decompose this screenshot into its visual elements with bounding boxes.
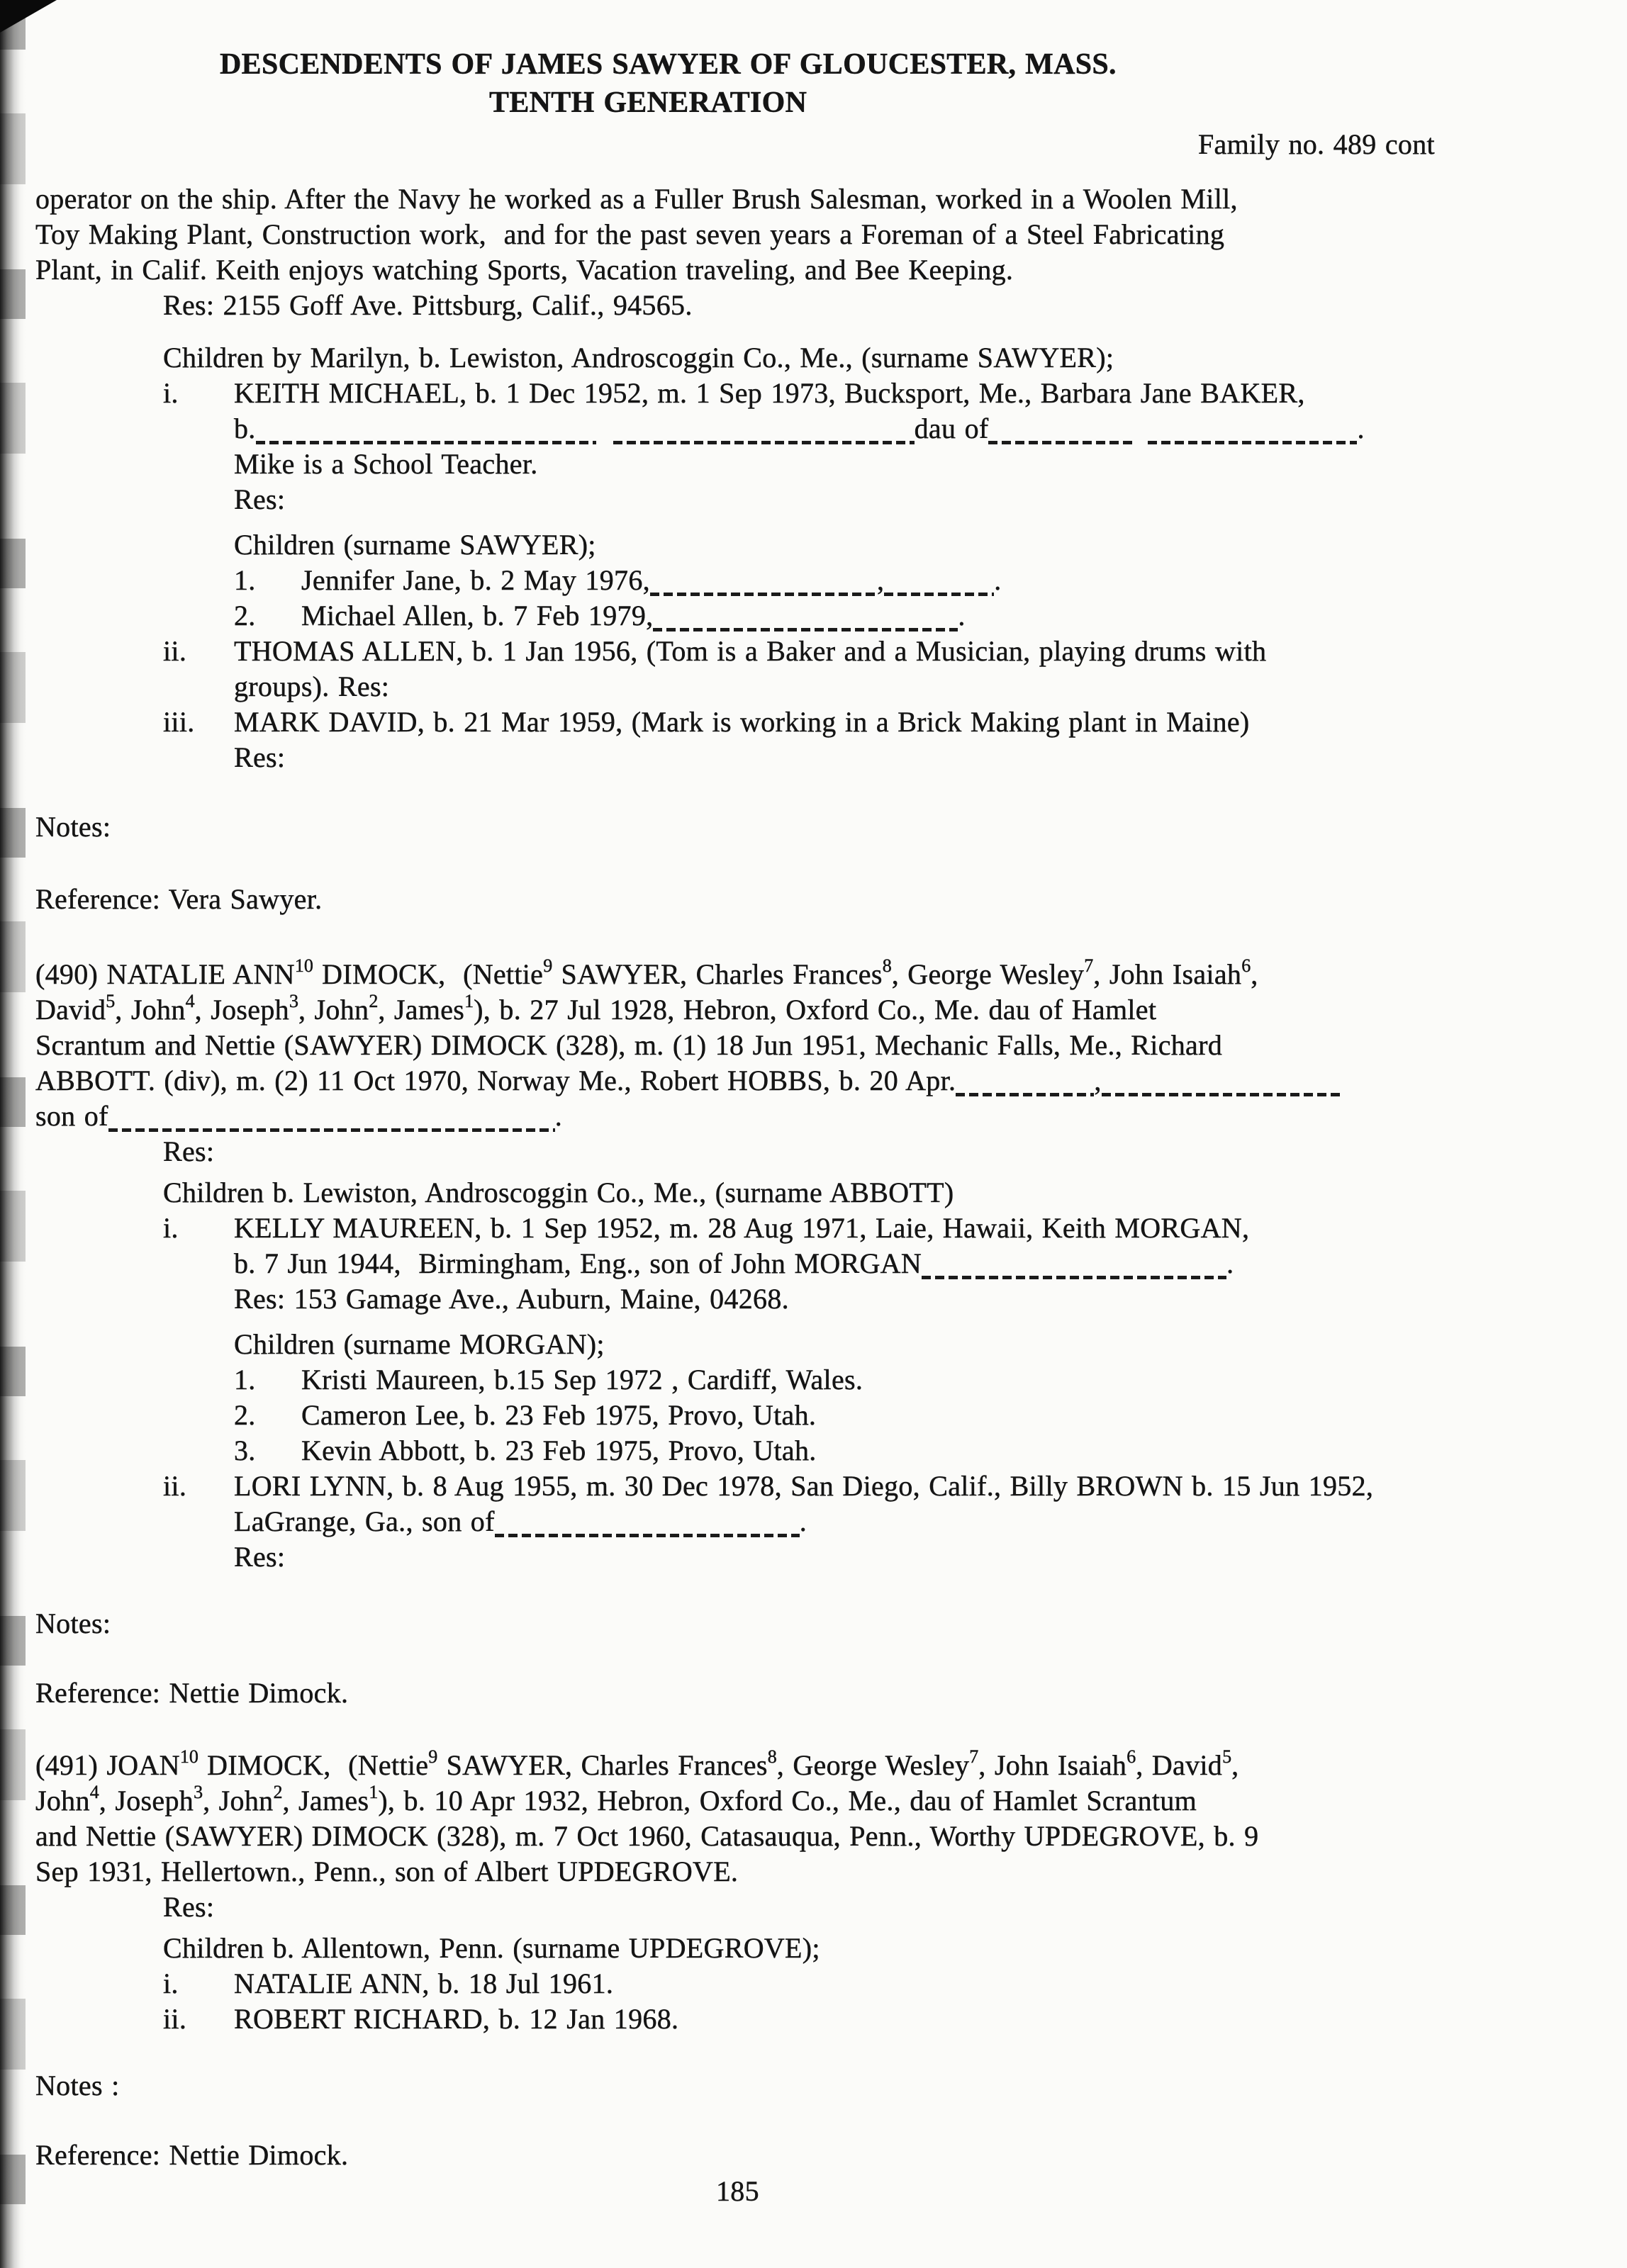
- family-490-line: (490) NATALIE ANN$^{10}$ DIMOCK, (Nettie$^9$ SAWYER, Charles Frances$^8$, George Wesley$^7$, John Isaiah$^6$,: [35, 955, 1258, 990]
- entry-text: Kristi Maureen, b.15 Sep 1972 , Cardiff, Wales.: [301, 1364, 863, 1396]
- residence-line: Res:: [163, 1135, 215, 1167]
- entry-marker: i.: [163, 1967, 179, 1999]
- entry-marker: i.: [163, 377, 179, 409]
- fill-in-blank: [108, 1122, 555, 1132]
- grandchildren-heading: Children (surname SAWYER);: [234, 529, 596, 561]
- reference-line: Reference: Vera Sawyer.: [35, 883, 323, 915]
- generation-superscript: 3: [289, 991, 298, 1011]
- entry-text: LORI LYNN, b. 8 Aug 1955, m. 30 Dec 1978, San Diego, Calif., Billy BROWN b. 15 Jun 1952,: [234, 1470, 1374, 1502]
- fill-in-blank: [1102, 1087, 1343, 1096]
- fill-in-blank: [1148, 434, 1357, 444]
- fill-in-blank: [884, 586, 994, 596]
- generation-superscript: 6: [1241, 955, 1251, 976]
- scan-corner-artifact: [0, 0, 57, 33]
- residence-line: Res:: [234, 1541, 286, 1573]
- entry-marker: 2.: [234, 1399, 256, 1431]
- generation-superscript: 4: [89, 1782, 99, 1802]
- generation-superscript: 6: [1126, 1746, 1136, 1767]
- family-491-line: John$^4$, Joseph$^3$, John$^2$, James$^1$), b. 10 Apr 1932, Hebron, Oxford Co., Me., dau of Hamlet Scrantum: [35, 1782, 1197, 1817]
- fill-in-line: LaGrange, Ga., son of .: [234, 1505, 807, 1537]
- notes-label: Notes:: [35, 811, 111, 843]
- fill-in-blank: [956, 1087, 1094, 1096]
- fill-in-line: b. 7 Jun 1944, Birmingham, Eng., son of John MORGAN .: [234, 1247, 1234, 1279]
- grandchild-entry-2: [234, 1398, 1613, 1433]
- generation-superscript: 8: [882, 955, 892, 976]
- generation-superscript: 9: [543, 955, 553, 976]
- generation-superscript: 7: [1084, 955, 1094, 976]
- notes-label: Notes:: [35, 1607, 111, 1639]
- fill-in-line: b. dau of .: [234, 412, 1365, 444]
- child-entry-ii: [163, 1469, 1613, 1504]
- entry-text: NATALIE ANN, b. 18 Jul 1961.: [234, 1967, 614, 1999]
- entry-marker: 3.: [234, 1435, 256, 1466]
- generation-superscript: 9: [428, 1746, 438, 1767]
- entry-marker: ii.: [163, 635, 187, 667]
- paragraph-line: operator on the ship. After the Navy he worked as a Fuller Brush Salesman, worked in a Woolen Mill,: [35, 183, 1238, 215]
- fill-in-line: son of .: [35, 1100, 562, 1132]
- grandchild-entry-2: [234, 598, 1613, 634]
- grandchild-entry-1: [234, 563, 1613, 598]
- fill-in-blank: [613, 434, 915, 444]
- grandchild-entry-1: [234, 1362, 1613, 1398]
- fill-in-blank: [256, 434, 596, 444]
- residence-line: Res:: [163, 1891, 215, 1923]
- grandchild-entry-3: [234, 1433, 1613, 1469]
- child-entry-ii: [163, 2002, 1613, 2037]
- page-number: 185: [716, 2175, 759, 2207]
- grandchildren-heading: Children (surname MORGAN);: [234, 1328, 605, 1360]
- fill-in-blank: [653, 622, 958, 631]
- family-491-line: Sep 1931, Hellertown., Penn., son of Albert UPDEGROVE.: [35, 1856, 739, 1887]
- entry-text: THOMAS ALLEN, b. 1 Jan 1956, (Tom is a Baker and a Musician, playing drums with: [234, 635, 1267, 667]
- paragraph-line: Toy Making Plant, Construction work, and for the past seven years a Foreman of a Steel Fabricating: [35, 218, 1225, 250]
- child-entry-i: [163, 1211, 1613, 1246]
- children-heading: Children b. Lewiston, Androscoggin Co., Me., (surname ABBOTT): [163, 1177, 954, 1208]
- generation-superscript: 8: [767, 1746, 777, 1767]
- family-491-line: and Nettie (SAWYER) DIMOCK (328), m. 7 Oct 1960, Catasauqua, Penn., Worthy UPDEGROVE, b. 9: [35, 1820, 1259, 1852]
- fill-in-blank: [988, 434, 1134, 444]
- entry-text: MARK DAVID, b. 21 Mar 1959, (Mark is working in a Brick Making plant in Maine): [234, 706, 1250, 738]
- children-heading: Children by Marilyn, b. Lewiston, Androscoggin Co., Me., (surname SAWYER);: [163, 342, 1114, 374]
- generation-subtitle: TENTH GENERATION: [489, 86, 807, 119]
- entry-marker: iii.: [163, 706, 195, 738]
- fill-in-blank: [922, 1269, 1226, 1279]
- child-entry-iii: [163, 704, 1613, 740]
- family-490-line: David$^5$, John$^4$, Joseph$^3$, John$^2$, James$^1$), b. 27 Jul 1928, Hebron, Oxford Co., Me. dau of Hamlet: [35, 991, 1157, 1026]
- child-entry-ii: [163, 634, 1613, 669]
- scan-edge-artifact: [0, 0, 26, 2268]
- fill-in-blank: [650, 586, 877, 596]
- family-490-line: ABBOTT. (div), m. (2) 11 Oct 1970, Norway Me., Robert HOBBS, b. 20 Apr. ,: [35, 1063, 1613, 1099]
- child-entry-i: [163, 1966, 1613, 2002]
- entry-text: KELLY MAUREEN, b. 1 Sep 1952, m. 28 Aug 1971, Laie, Hawaii, Keith MORGAN,: [234, 1212, 1250, 1244]
- entry-marker: ii.: [163, 1470, 187, 1502]
- entry-text: Jennifer Jane, b. 2 May 1976, , .: [301, 564, 1002, 596]
- residence-line: Res:: [234, 741, 286, 773]
- residence-line: Res: 153 Gamage Ave., Auburn, Maine, 04268.: [234, 1283, 789, 1315]
- paragraph-line: Plant, in Calif. Keith enjoys watching Sports, Vacation traveling, and Bee Keeping.: [35, 254, 1014, 286]
- residence-line: Res: 2155 Goff Ave. Pittsburg, Calif., 94565.: [163, 289, 693, 321]
- generation-superscript: 5: [106, 991, 116, 1011]
- generation-superscript: 10: [294, 955, 313, 976]
- entry-marker: 1.: [234, 564, 256, 596]
- generation-superscript: 2: [369, 991, 379, 1011]
- child-entry-i: [163, 376, 1613, 411]
- generation-superscript: 1: [464, 991, 474, 1011]
- generation-superscript: 3: [194, 1782, 203, 1802]
- family-490-line: Scrantum and Nettie (SAWYER) DIMOCK (328), m. (1) 18 Jun 1951, Mechanic Falls, Me., Richard: [35, 1029, 1223, 1061]
- notes-label: Notes :: [35, 2070, 120, 2101]
- entry-marker: 1.: [234, 1364, 256, 1396]
- generation-superscript: 7: [969, 1746, 979, 1767]
- generation-superscript: 10: [179, 1746, 199, 1767]
- entry-marker: ii.: [163, 2003, 187, 2035]
- fill-in-blank: [495, 1527, 800, 1537]
- generation-superscript: 4: [185, 991, 195, 1011]
- entry-text: Michael Allen, b. 7 Feb 1979, .: [301, 600, 966, 631]
- generation-superscript: 1: [369, 1782, 379, 1802]
- reference-line: Reference: Nettie Dimock.: [35, 1677, 349, 1709]
- entry-text: Cameron Lee, b. 23 Feb 1975, Provo, Utah.: [301, 1399, 817, 1431]
- generation-superscript: 5: [1222, 1746, 1232, 1767]
- page-title: DESCENDENTS OF JAMES SAWYER OF GLOUCESTER, MASS.: [220, 48, 1117, 81]
- entry-text: Kevin Abbott, b. 23 Feb 1975, Provo, Utah.: [301, 1435, 817, 1466]
- entry-continuation: groups). Res:: [234, 670, 390, 702]
- children-heading: Children b. Allentown, Penn. (surname UPDEGROVE);: [163, 1932, 820, 1964]
- generation-superscript: 2: [273, 1782, 283, 1802]
- occupation-note: Mike is a School Teacher.: [234, 448, 538, 480]
- entry-text: KEITH MICHAEL, b. 1 Dec 1952, m. 1 Sep 1973, Bucksport, Me., Barbara Jane BAKER,: [234, 377, 1305, 409]
- family-491-line: (491) JOAN$^{10}$ DIMOCK, (Nettie$^9$ SAWYER, Charles Frances$^8$, George Wesley$^7$, John Isaiah$^6$, David$^5$,: [35, 1746, 1239, 1781]
- family-number: Family no. 489 cont: [1198, 128, 1435, 160]
- residence-line: Res:: [234, 483, 286, 515]
- reference-line: Reference: Nettie Dimock.: [35, 2139, 349, 2171]
- entry-marker: 2.: [234, 600, 256, 631]
- entry-marker: i.: [163, 1212, 179, 1244]
- entry-text: ROBERT RICHARD, b. 12 Jan 1968.: [234, 2003, 679, 2035]
